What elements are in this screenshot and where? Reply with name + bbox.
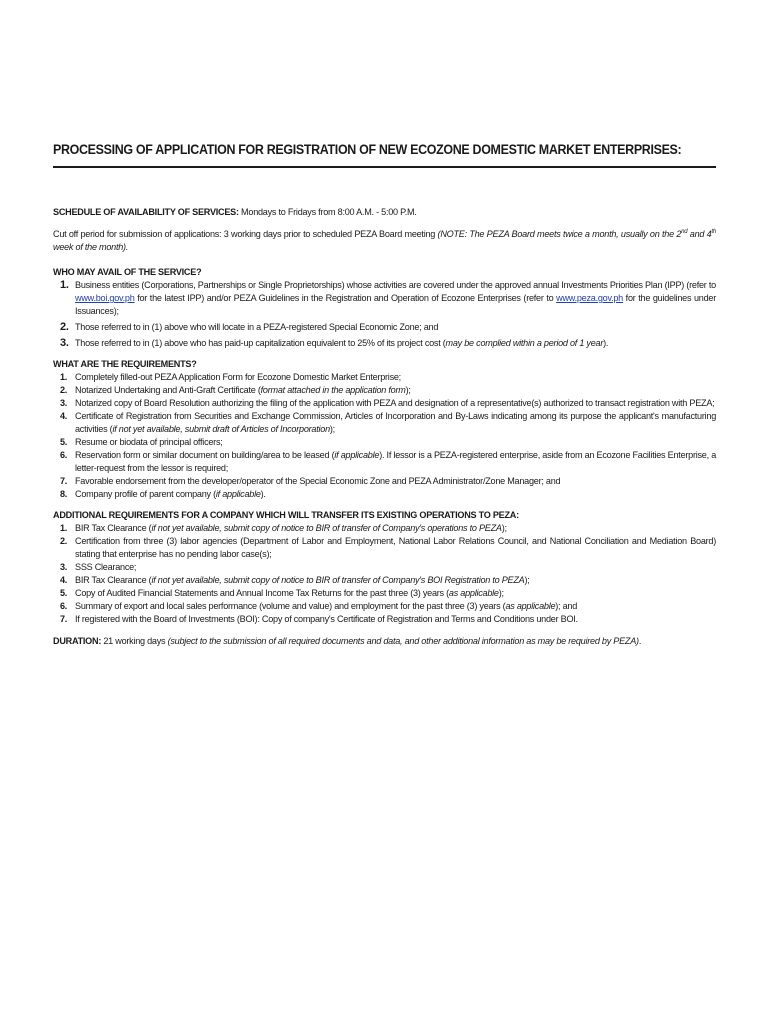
item-number: 5. (60, 588, 68, 598)
schedule-text: Mondays to Fridays from 8:00 A.M. - 5:00 P.M. (238, 207, 417, 217)
item-italic: if not yet available, submit draft of Articles of Incorporation (112, 424, 330, 434)
duration-paragraph (53, 635, 716, 648)
item-text: Summary of export and local sales performance (volume and value) and employment for the past three (3) years ( (75, 601, 506, 611)
list-item (53, 600, 716, 613)
item-text: for the latest IPP) and/or PEZA Guidelines in the Registration and Operation of Ecozone Enterprises (refer to (134, 293, 557, 303)
duration-end: . (638, 636, 642, 646)
who-heading: WHO MAY AVAIL OF THE SERVICE? (53, 267, 202, 277)
peza-link[interactable]: www.peza.gov.ph (556, 293, 623, 303)
item-text: Notarized copy of Board Resolution authorizing the filing of the application with PEZA and designation of a representative(s) authorized to transact registration with PEZA; (75, 398, 715, 408)
item-number: 3. (60, 562, 68, 572)
item-italic: if applicable (215, 489, 261, 499)
list-item (53, 397, 716, 410)
item-number: 6. (60, 450, 68, 460)
page-title: PROCESSING OF APPLICATION FOR REGISTRATION OF NEW ECOZONE DOMESTIC MARKET ENTERPRISES: (53, 142, 682, 157)
item-italic: as applicable (505, 601, 556, 611)
list-item (53, 436, 716, 449)
item-text: SSS Clearance; (75, 562, 137, 572)
item-text: ). (260, 489, 266, 499)
item-text: Certificate of Registration from Securities and Exchange Commission, Articles of Incorporation and By-Laws indicating among its purpose the applicant's manufacturing activities ( (75, 411, 716, 434)
item-number: 7. (60, 476, 68, 486)
requirements-heading: WHAT ARE THE REQUIREMENTS? (53, 359, 197, 369)
boi-link[interactable]: www.boi.gov.ph (75, 293, 135, 303)
item-italic: as applicable (448, 588, 499, 598)
item-italic: may be complied within a period of 1 year (445, 338, 604, 348)
list-item (53, 613, 716, 626)
cutoff-note-b: and 4 (687, 229, 712, 239)
additional-list (53, 522, 716, 626)
item-number: 2. (60, 536, 68, 546)
item-number: 4. (60, 411, 68, 421)
schedule-paragraph (53, 206, 716, 219)
duration-italic: (subject to the submission of all required documents and data, and other additional information as may be required by PEZA) (167, 636, 639, 646)
list-item (53, 535, 716, 561)
list-item (53, 371, 716, 384)
document-body (53, 206, 716, 648)
item-text: If registered with the Board of Investments (BOI): Copy of company's Certificate of Registration and Terms and Conditions under BOI. (75, 614, 578, 624)
cutoff-text: Cut off period for submission of applications: 3 working days prior to scheduled PEZA Board meeting (53, 229, 438, 239)
requirements-list (53, 371, 716, 501)
cutoff-sup-nd: nd (681, 228, 688, 235)
item-text: Favorable endorsement from the developer/operator of the Special Economic Zone and PEZA Administrator/Zone Manager; and (75, 476, 561, 486)
list-item (53, 384, 716, 397)
item-text: Copy of Audited Financial Statements and Annual Income Tax Returns for the past three (3) years ( (75, 588, 449, 598)
list-item (53, 279, 716, 318)
list-item (53, 561, 716, 574)
item-number: 8. (60, 489, 68, 499)
item-text: Those referred to in (1) above who will locate in a PEZA-registered Special Economic Zone; and (75, 322, 439, 332)
item-text: ). If lessor is a PEZA-registered enterprise, aside from an Ecozone Facilities Enterprise, a letter-request from the lessor is required; (75, 450, 717, 473)
item-text: for the guidelines under Issuances); (75, 293, 716, 316)
list-item (53, 574, 716, 587)
schedule-label: SCHEDULE OF AVAILABILITY OF SERVICES: (53, 207, 239, 217)
item-number: 6. (60, 601, 68, 611)
list-item (53, 475, 716, 488)
item-text: BIR Tax Clearance ( (75, 523, 152, 533)
cutoff-paragraph (53, 228, 716, 254)
cutoff-sup-th: th (711, 228, 716, 235)
list-item (53, 321, 716, 334)
item-italic: format attached in the application form (260, 385, 406, 395)
item-text: ); and (555, 601, 578, 611)
who-list (53, 279, 716, 350)
item-text: Resume or biodata of principal officers; (75, 437, 223, 447)
duration-text: 21 working days (101, 636, 168, 646)
item-number: 3. (60, 337, 69, 349)
item-number: 3. (60, 398, 68, 408)
item-text: Completely filled-out PEZA Application Form for Ecozone Domestic Market Enterprise; (75, 372, 401, 382)
item-number: 5. (60, 437, 68, 447)
item-text: BIR Tax Clearance ( (75, 575, 152, 585)
item-text: ); (498, 588, 504, 598)
item-text: Company profile of parent company ( (75, 489, 216, 499)
list-item (53, 522, 716, 535)
cutoff-note-a: (NOTE: The PEZA Board meets twice a month, usually on the 2 (437, 229, 682, 239)
item-italic: if applicable (334, 450, 380, 460)
item-text: Those referred to in (1) above who has paid-up capitalization equivalent to 25% of its project cost ( (75, 338, 446, 348)
item-text: Reservation form or similar document on building/area to be leased ( (75, 450, 335, 460)
item-text: Notarized Undertaking and Anti-Graft Certificate ( (75, 385, 261, 395)
item-number: 1. (60, 279, 69, 291)
item-text: ); (405, 385, 411, 395)
item-number: 7. (60, 614, 68, 624)
item-number: 1. (60, 372, 68, 382)
item-number: 1. (60, 523, 68, 533)
list-item (53, 410, 716, 436)
item-text: ); (329, 424, 335, 434)
title-divider (53, 166, 716, 168)
list-item (53, 587, 716, 600)
additional-heading: ADDITIONAL REQUIREMENTS FOR A COMPANY WHICH WILL TRANSFER ITS EXISTING OPERATIONS TO PEZA: (53, 510, 519, 520)
item-number: 2. (60, 385, 68, 395)
item-text: ); (501, 523, 507, 533)
item-italic: if not yet available, submit copy of notice to BIR of transfer of Company's operations to PEZA (151, 523, 502, 533)
item-number: 4. (60, 575, 68, 585)
item-text: Certification from three (3) labor agencies (Department of Labor and Employment, National Labor Relations Council, and National Conciliation and Mediation Board) stating that enterprise has no pending labor case(s); (75, 536, 716, 559)
item-text: ). (603, 338, 609, 348)
list-item (53, 449, 716, 475)
list-item (53, 488, 716, 501)
item-text: Business entities (Corporations, Partnerships or Single Proprietorships) whose activities are covered under the approved annual Investments Priorities Plan (IPP) (refer to (75, 280, 716, 290)
list-item (53, 337, 716, 350)
item-italic: if not yet available, submit copy of notice to BIR of transfer of Company's BOI Registration to PEZA (151, 575, 525, 585)
item-text: ); (524, 575, 530, 585)
cutoff-note-c: week of the month). (53, 242, 129, 252)
duration-label: DURATION: (53, 636, 102, 646)
item-number: 2. (60, 321, 69, 333)
